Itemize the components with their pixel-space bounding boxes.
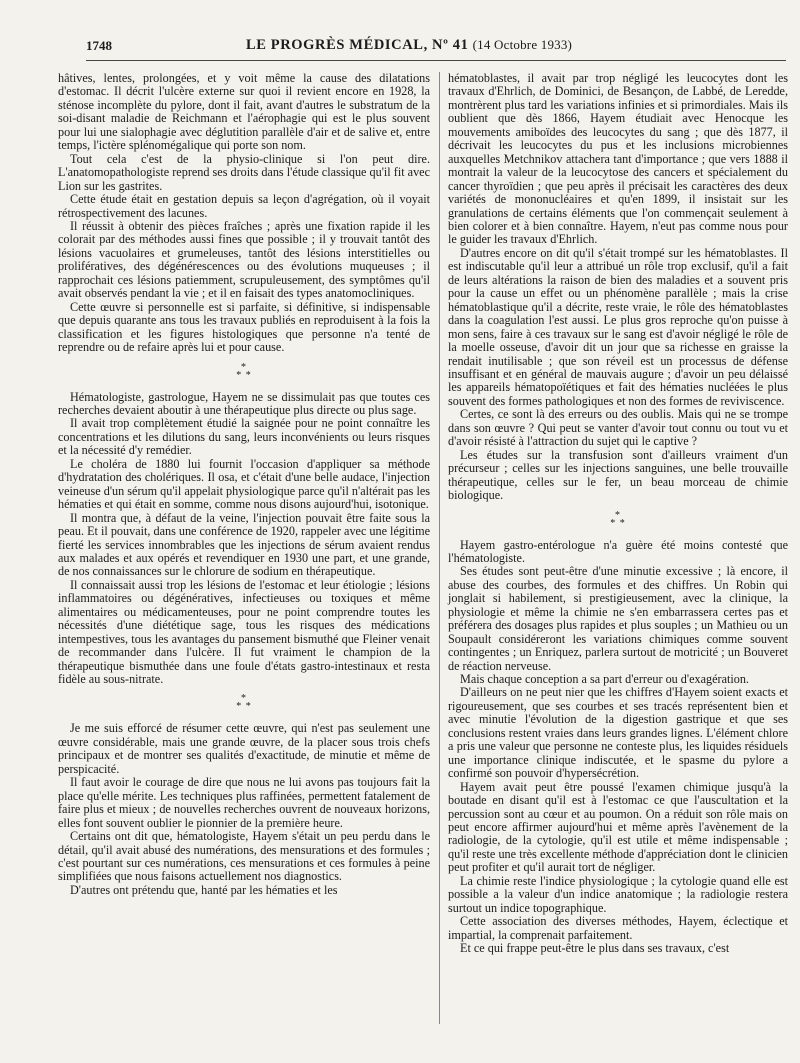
paragraph: Il connaissait aussi trop les lésions de l'estomac et leur étiologie ; lésions inflammatoires ou dégénératives, infectieuses ou toxiques et même alimentaires ou médicamenteuses, pour ne point comprendre toutes les nécessités d'une diététique sage, tous les risques des médications intempestives, tous les avantages du pansement bismuthé que Fleiner venait de recommander dans l'ulcère. Il fut vraiment le champion de la thérapeutique bismuthée dans une foule d'états gastro-intestinaux et resta fidèle au sous-nitrate. <box>58 577 430 687</box>
paragraph: Il avait trop complètement étudié la saignée pour ne point connaître les concentrations et les dilutions du sang, leurs inconvénients ou leurs risques et la nécessité d'y remédier. <box>58 416 430 458</box>
page-header <box>86 38 786 58</box>
right-column <box>448 72 788 956</box>
paragraph: Je me suis efforcé de résumer cette œuvre, qui n'est pas seulement une œuvre considérable, mais une grande œuvre, de la placer sous trois chefs principaux et de montrer ses qualités d'exactitude, de minutie et même de perspicacité. <box>58 721 430 776</box>
paragraph: Certains ont dit que, hématologiste, Hayem s'était un peu perdu dans le détail, qu'il avait abusé des numérations, des mensurations et des formules ; c'est pourtant sur ces numérations, ces mensurations et ces formules à peine simplifiées que nous faisons actuellement nos diagnostics. <box>58 829 430 884</box>
separator-stars: * * <box>236 369 252 381</box>
separator-star: * <box>241 693 247 705</box>
paragraph: D'ailleurs on ne peut nier que les chiffres d'Hayem soient exacts et rigoureusement, que ses courbes et ses tracés représentent bien et avec minutie l'évolution de la digestion gastrique et que ses conclusions restent vraies dans leurs grandes lignes. L'élément chlore a pris une valeur que personne ne conteste plus, les liquides résiduels une importance clinique indiscutée, et le spasme du pylore a confirmé son pouvoir d'hypersécrétion. <box>448 685 788 781</box>
separator-stars: * * <box>236 701 252 713</box>
paragraph: Le choléra de 1880 lui fournit l'occasion d'appliquer sa méthode d'hydratation des cholériques. Il osa, et c'était d'une belle audace, l'injection veineuse d'un sérum qu'il appelait physiologique parce qu'il n'altérait pas les hématies et qui était en somme, comme nous disons aujourd'hui, isotonique. <box>58 456 430 512</box>
separator-star: * <box>615 509 621 521</box>
paragraph: hâtives, lentes, prolongées, et y voit même la cause des dilatations d'estomac. Il décrit l'ulcère externe sur quoi il revient encore en 1928, la sténose incomplète du pylore, dont il fait, avant d'autres le substratum de la soi-disant maladie de Reichmann et l'aérophagie qui est le plus souvent pour lui une sialophagie avec déglutition parallèle d'air et de salive et, entre temps, l'ictère splénomégalique qui porte son nom. <box>58 71 430 153</box>
paragraph: Il montra que, à défaut de la veine, l'injection pouvait être faite sous la peau. Et il pouvait, dans une conférence de 1920, rappeler avec une légitime fierté les services innombrables que les injections de sérum avaient rendus aux malades et aux opérés et revendiquer en 1930 une part, et une grande, de nos connaissances sur le chlorure de sodium en thérapeutique. <box>58 510 430 579</box>
page-number: 1748 <box>86 38 112 53</box>
journal-title: LE PROGRÈS MÉDICAL, <box>246 37 428 53</box>
paragraph: D'autres encore on dit qu'il s'était trompé sur les hématoblastes. Il est indiscutable qu'il leur a attribué un rôle trop exclusif, qu'il a fait de leurs altérations la raison de bien des maladies et a souvent pris pour la cause un effet ou un phénomène parallèle ; mais la crise hématoblastique qu'il a décrite, reste vraie, le rôle des hématoblastes dans la coagulation l'est aussi. Le plus gros reproche qu'on puisse à mon sens, faire à ces travaux sur le sang est d'avoir négligé le rôle de la moelle osseuse, d'avoir dit un jour que sa richesse en graisse la rendait inutilisable ; que son réveil est un processus de défense insuffisant et en général de mauvais augure ; d'avoir un peu délaissé les appareils hématopoïétiques et fait des hématies nucléées le plus souvent des formes pathologiques et non des formes de reviviscence. <box>448 245 788 408</box>
paragraph: Mais chaque conception a sa part d'erreur ou d'exagération. <box>460 672 749 687</box>
paragraph: Hématologiste, gastrologue, Hayem ne se dissimulait pas que toutes ces recherches devaient aboutir à une thérapeutique plus directe ou plus sage. <box>58 389 430 417</box>
paragraph: Certes, ce sont là des erreurs ou des oublis. Mais qui ne se trompe dans son œuvre ? Qui peut se vanter d'avoir tout connu ou tout vu et d'avoir résisté à l'attraction du sujet qui le captive ? <box>448 407 788 449</box>
separator-star: * <box>241 361 247 373</box>
paragraph: Cette étude était en gestation depuis sa leçon d'agrégation, où il voyait rétrospectivement des lacunes. <box>58 192 430 220</box>
paragraph: Il réussit à obtenir des pièces fraîches ; après une fixation rapide il les colorait par des méthodes aussi fines que possible ; il y trouvait tantôt des lésions vacuolaires et grumeleuses, tantôt des lésions interstitielles ou prolifératives, des dégénérescences ou des évolutions muqueuses ; il rapprochait ces lésions patiemment, scrupuleusement, des symptômes qu'il avait observés pendant la vie ; et il en faisait des types anatomocliniques. <box>58 218 430 301</box>
paragraph: Hayem gastro-entérologue n'a guère été moins contesté que l'hématologiste. <box>448 537 788 565</box>
paragraph: Et ce qui frappe peut-être le plus dans ses travaux, c'est <box>460 941 730 956</box>
paragraph: Il faut avoir le courage de dire que nous ne lui avons pas toujours fait la place qu'elle mérite. Les techniques plus raffinées, permettent fatalement de faire plus et mieux ; de nouvelles recherches ouvrent de nouveaux horizons, elles font souvent oublier le pionnier de la première heure. <box>58 775 430 830</box>
paragraph: Cette association des diverses méthodes, Hayem, éclectique et impartial, la comprenait parfaitement. <box>448 914 788 942</box>
paragraph: D'autres ont prétendu que, hanté par les hématies et les <box>70 882 338 897</box>
paragraph: Tout cela c'est de la physio-clinique si l'on peut dire. L'anatomopathologiste reprend ses droits dans l'étude classique qu'il fit avec Lion sur les gastrites. <box>58 151 430 193</box>
paragraph: La chimie reste l'indice physiologique ; la cytologie quand elle est possible a la valeur d'un indice anatomique ; la radiologie restera surtout un indice topographique. <box>448 873 788 915</box>
header-rule <box>86 60 786 61</box>
section-separator <box>58 363 430 381</box>
paragraph: Cette œuvre si personnelle est si parfaite, si définitive, si indispensable que depuis quarante ans tous les travaux publiés en reproduisent à la fois la classification et les figures histologiques que personne n'a tenté de reprendre ou de refaire après lui et pour cause. <box>58 299 430 355</box>
running-title <box>246 37 572 54</box>
column-divider <box>439 72 440 1024</box>
left-column <box>58 72 430 897</box>
issue-number: Nº 41 <box>432 37 469 53</box>
section-separator <box>448 511 788 529</box>
paragraph: Hayem avait peut être poussé l'examen chimique jusqu'à la boutade en disant qu'il est à l'estomac ce que l'auscultation et la percussion sont au cœur et au poumon. On a réduit son rôle mais on peut encore affirmer aujourd'hui et même après l'avènement de la radiologie, de la cytologie, qu'il est utile et même indispensable ; qu'il reste une très excellente méthode d'appréciation dont le clinicien peut profiter et qu'il aurait tort de négliger. <box>448 779 788 875</box>
section-separator <box>58 694 430 712</box>
separator-stars: * * <box>610 517 626 529</box>
paragraph: Les études sur la transfusion sont d'ailleurs vraiment d'un précurseur ; celles sur les injections sanguines, une belle trouvaille thérapeutique, celles sur le fer, un beau morceau de chimie biologique. <box>448 447 788 503</box>
issue-date: (14 Octobre 1933) <box>472 37 573 52</box>
paragraph: hématoblastes, il avait par trop négligé les leucocytes dont les travaux d'Ehrlich, de Dominici, de Besançon, de Labbé, de Leredde, montrèrent plus tard les variations infinies et si primordiales. Mais ils oublient que dès 1866, Hayem étudiait avec Henocque les mouvements amiboïdes des leucocytes du sang ; que dès 1877, il décrivait les leucocytes du pus et les inclusions microbiennes auxquelles Metchnikov attachera tant d'importance ; que vers 1888 il montrait la valeur de la leucocytose des cancers et spécialement du cancer thyroïdien ; que peu après il précisait les caractères des deux variétés de mononucléaires et qu'en 1899, il insistait sur les granulations de certains éléments que l'on commençait seulement à bien colorer et à bien connaître. Hayem, n'eut pas comme nous pour le guider les travaux d'Ehrlich. <box>448 71 788 247</box>
paragraph: Ses études sont peut-être d'une minutie excessive ; là encore, il abuse des courbes, des formules et des chiffres. Un Robin qui jonglait si habilement, si prestigieusement, avec la clinique, la physiologie et même la chimie ne s'en embarrassera certes pas et préférera des dosages plus rapides et plus souples ; un Mathieu ou un Soupault considéreront les variations chimiques comme souvent contingentes ; un Enriquez, parlera surtout de motricité ; un Bouveret de réaction nerveuse. <box>448 564 788 673</box>
